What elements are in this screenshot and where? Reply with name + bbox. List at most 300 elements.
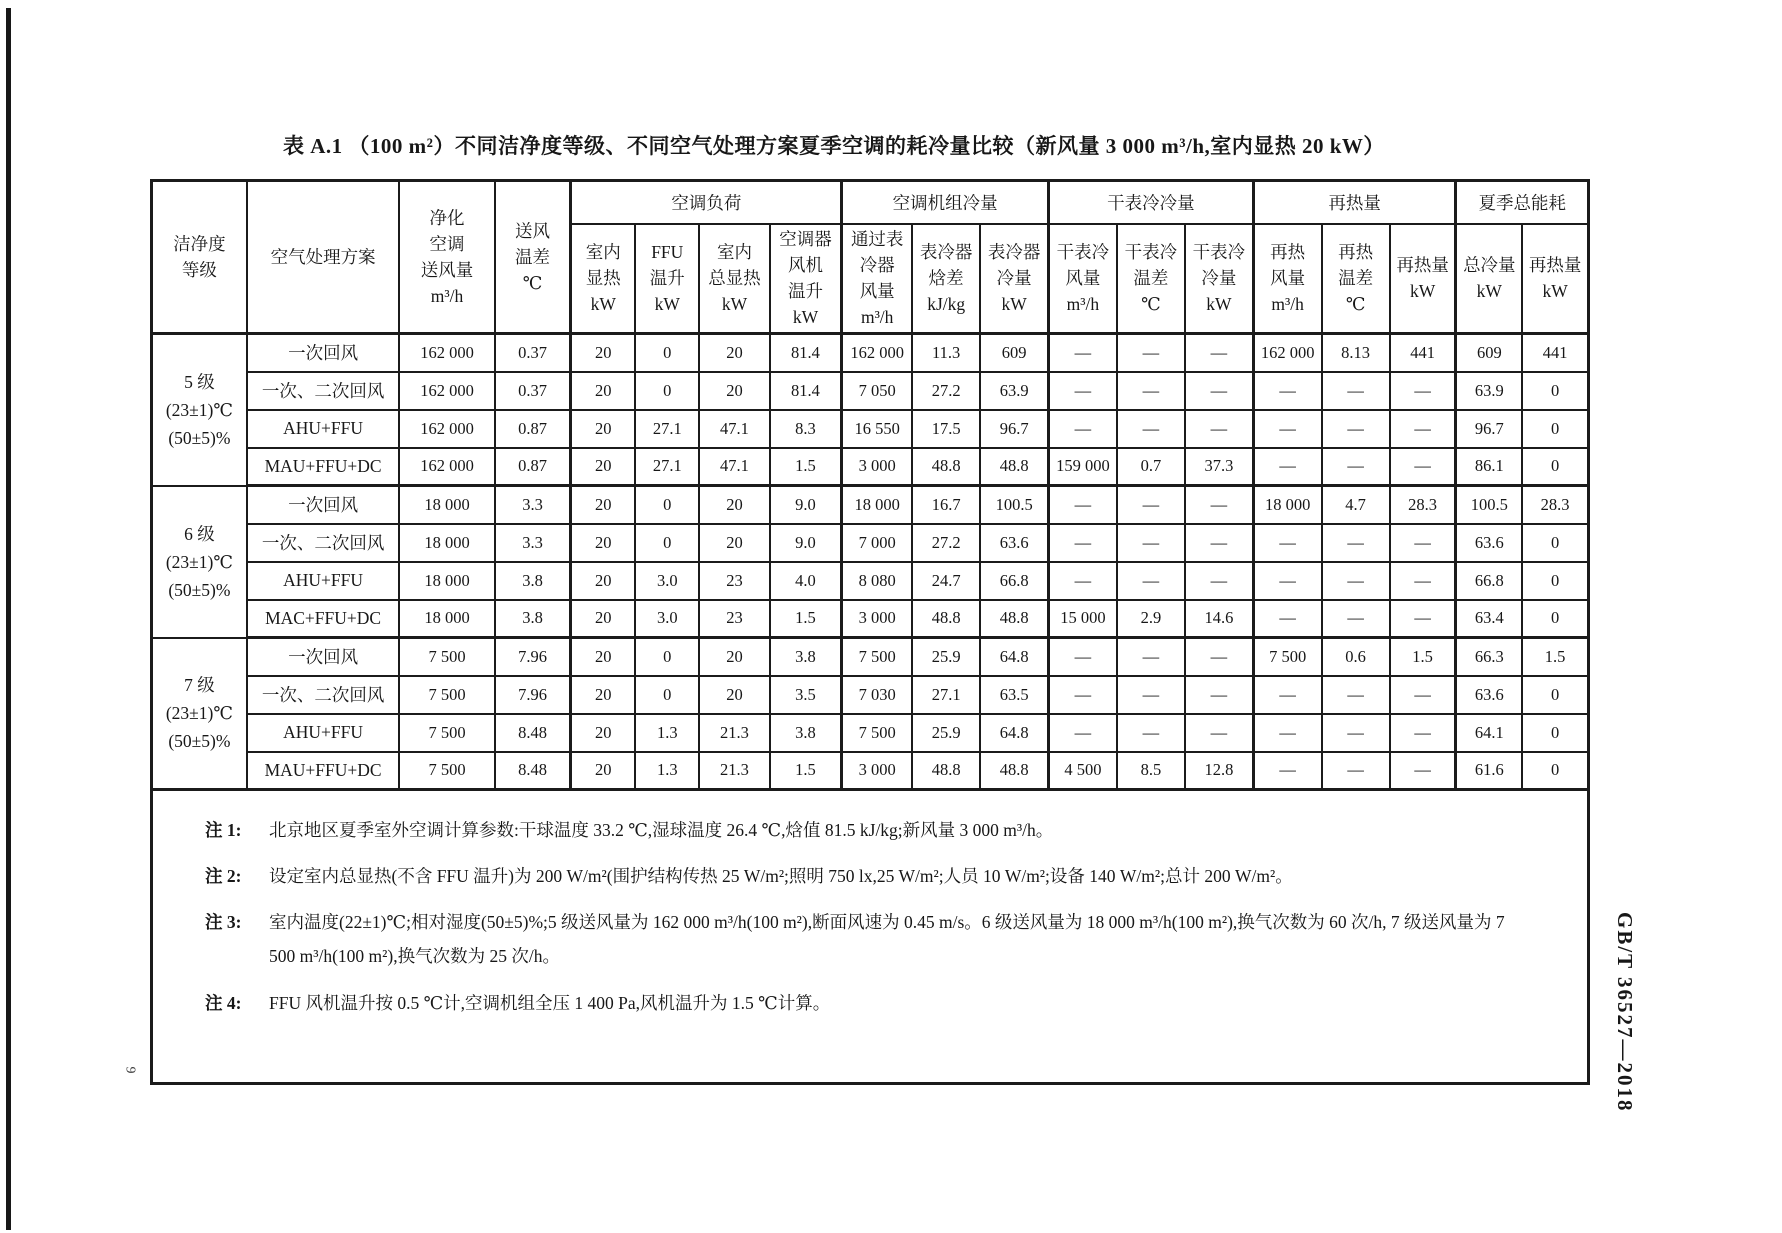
table-row <box>152 410 1589 448</box>
value-cell: — <box>1322 714 1390 752</box>
sub-header-cell <box>1117 224 1185 334</box>
header-line: 冷量 <box>1201 268 1237 289</box>
table-note <box>205 813 1571 847</box>
header-line: kW <box>721 294 748 315</box>
value-cell: — <box>1185 486 1253 524</box>
value-cell: 18 000 <box>1253 486 1321 524</box>
cleanliness-level-cell <box>152 486 247 638</box>
header-line: 通过表 <box>850 229 904 250</box>
header-line: 再热量 <box>1528 255 1582 276</box>
value-cell: 0 <box>1522 562 1588 600</box>
value-cell: 20 <box>571 524 635 562</box>
value-cell: — <box>1390 600 1456 638</box>
value-cell: 48.8 <box>980 448 1048 486</box>
value-cell: — <box>1253 714 1321 752</box>
table-row <box>152 600 1589 638</box>
value-cell: 609 <box>1456 334 1522 372</box>
value-cell: 18 000 <box>399 562 494 600</box>
value-cell: — <box>1049 524 1117 562</box>
value-cell: 3.8 <box>770 714 842 752</box>
value-cell: 15 000 <box>1049 600 1117 638</box>
value-cell: 61.6 <box>1456 752 1522 790</box>
header-line: 表冷器 <box>919 242 973 263</box>
header-line: 空调器 <box>779 229 832 250</box>
header-line: kW <box>1001 294 1027 315</box>
value-cell: 18 000 <box>399 524 494 562</box>
value-cell: 162 000 <box>842 334 912 372</box>
value-cell: 0 <box>1522 752 1588 790</box>
value-cell: 63.4 <box>1456 600 1522 638</box>
table-row <box>152 524 1589 562</box>
header-group-summer-total: 夏季总能耗 <box>1456 181 1589 224</box>
scheme-cell: AHU+FFU <box>247 714 400 752</box>
value-cell: 3.8 <box>495 600 571 638</box>
value-cell: 162 000 <box>1253 334 1321 372</box>
sub-header-cell <box>699 224 769 334</box>
header-supply-temp-diff <box>495 181 571 334</box>
value-cell: 64.8 <box>980 714 1048 752</box>
value-cell: 20 <box>699 638 769 676</box>
scan-edge-artifact <box>6 8 11 1230</box>
value-cell: 1.3 <box>635 752 699 790</box>
value-cell: 1.5 <box>770 600 842 638</box>
scheme-cell: 一次回风 <box>247 486 400 524</box>
value-cell: — <box>1390 562 1456 600</box>
table-row <box>152 448 1589 486</box>
level-line: (50±5)% <box>168 731 231 752</box>
value-cell: 3.3 <box>495 524 571 562</box>
header-line: 温差 <box>1133 268 1169 289</box>
header-line: 温差 <box>1338 268 1374 289</box>
value-cell: 18 000 <box>842 486 912 524</box>
value-cell: — <box>1253 410 1321 448</box>
header-line: m³/h <box>1066 294 1100 315</box>
value-cell: — <box>1185 372 1253 410</box>
value-cell: — <box>1390 676 1456 714</box>
header-line: 总显热 <box>708 268 761 289</box>
value-cell: 11.3 <box>912 334 980 372</box>
value-cell: 20 <box>699 372 769 410</box>
value-cell: 7 500 <box>399 638 494 676</box>
value-cell: — <box>1117 410 1185 448</box>
scheme-cell: 一次回风 <box>247 638 400 676</box>
value-cell: 609 <box>980 334 1048 372</box>
value-cell: — <box>1185 676 1253 714</box>
header-line: 冷量 <box>996 268 1032 289</box>
value-cell: 162 000 <box>399 448 494 486</box>
value-cell: 0 <box>1522 410 1588 448</box>
scheme-cell: AHU+FFU <box>247 410 400 448</box>
value-cell: 64.8 <box>980 638 1048 676</box>
value-cell: 20 <box>571 562 635 600</box>
value-cell: 8.5 <box>1117 752 1185 790</box>
value-cell: — <box>1253 600 1321 638</box>
value-cell: 3.0 <box>635 600 699 638</box>
value-cell: — <box>1049 410 1117 448</box>
scheme-cell: MAU+FFU+DC <box>247 448 400 486</box>
value-cell: 7 500 <box>1253 638 1321 676</box>
value-cell: 48.8 <box>980 752 1048 790</box>
value-cell: — <box>1253 448 1321 486</box>
value-cell: 1.5 <box>770 752 842 790</box>
value-cell: 7 500 <box>399 676 494 714</box>
value-cell: — <box>1049 714 1117 752</box>
value-cell: 0.7 <box>1117 448 1185 486</box>
value-cell: 20 <box>571 714 635 752</box>
scheme-cell: 一次、二次回风 <box>247 524 400 562</box>
value-cell: 0 <box>1522 600 1588 638</box>
value-cell: — <box>1185 334 1253 372</box>
header-line: kW <box>654 294 680 315</box>
value-cell: 0.37 <box>495 334 571 372</box>
value-cell: 0 <box>1522 372 1588 410</box>
table-row <box>152 638 1589 676</box>
note-text: 设定室内总显热(不含 FFU 温升)为 200 W/m²(围护结构传热 25 W/m²;照明 750 lx,25 W/m²;人员 10 W/m²;设备 140 W/m²;总计 200 W/m²。 <box>269 866 1293 887</box>
value-cell: 0 <box>635 524 699 562</box>
sub-header-cell <box>571 224 635 334</box>
table-row <box>152 562 1589 600</box>
value-cell: 7 050 <box>842 372 912 410</box>
table-row <box>152 714 1589 752</box>
value-cell: 4.0 <box>770 562 842 600</box>
value-cell: 20 <box>571 410 635 448</box>
value-cell: 100.5 <box>1456 486 1522 524</box>
value-cell: 0 <box>1522 524 1588 562</box>
value-cell: 28.3 <box>1522 486 1588 524</box>
value-cell: — <box>1322 410 1390 448</box>
value-cell: 16 550 <box>842 410 912 448</box>
value-cell: 48.8 <box>912 752 980 790</box>
value-cell: — <box>1185 562 1253 600</box>
value-cell: 0.87 <box>495 410 571 448</box>
value-cell: — <box>1049 334 1117 372</box>
header-line: ℃ <box>1345 294 1366 315</box>
notes-area <box>152 790 1589 1084</box>
header-line: 室内 <box>716 242 752 263</box>
value-cell: — <box>1322 562 1390 600</box>
value-cell: 1.5 <box>1522 638 1588 676</box>
value-cell: 63.6 <box>980 524 1048 562</box>
value-cell: 25.9 <box>912 714 980 752</box>
value-cell: 17.5 <box>912 410 980 448</box>
level-line: (23±1)℃ <box>165 703 233 724</box>
value-cell: 20 <box>571 448 635 486</box>
value-cell: 24.7 <box>912 562 980 600</box>
value-cell: — <box>1185 524 1253 562</box>
value-cell: — <box>1185 714 1253 752</box>
value-cell: 9.0 <box>770 524 842 562</box>
value-cell: — <box>1117 676 1185 714</box>
value-cell: 20 <box>699 524 769 562</box>
value-cell: 8.3 <box>770 410 842 448</box>
value-cell: 3 000 <box>842 752 912 790</box>
value-cell: — <box>1253 372 1321 410</box>
value-cell: 20 <box>571 372 635 410</box>
value-cell: 63.5 <box>980 676 1048 714</box>
value-cell: 48.8 <box>980 600 1048 638</box>
value-cell: 20 <box>571 486 635 524</box>
value-cell: 0.6 <box>1322 638 1390 676</box>
value-cell: 162 000 <box>399 334 494 372</box>
value-cell: — <box>1049 562 1117 600</box>
value-cell: 0.87 <box>495 448 571 486</box>
value-cell: 7.96 <box>495 676 571 714</box>
value-cell: — <box>1253 524 1321 562</box>
value-cell: 100.5 <box>980 486 1048 524</box>
value-cell: 81.4 <box>770 334 842 372</box>
value-cell: 7 500 <box>842 638 912 676</box>
value-cell: 0.37 <box>495 372 571 410</box>
value-cell: — <box>1322 448 1390 486</box>
sub-header-cell <box>1390 224 1456 334</box>
value-cell: 8.13 <box>1322 334 1390 372</box>
sub-header-cell <box>842 224 912 334</box>
header-cleanliness-level <box>152 181 247 334</box>
sub-header-cell <box>770 224 842 334</box>
table-row <box>152 676 1589 714</box>
value-cell: 27.2 <box>912 524 980 562</box>
value-cell: 7 500 <box>399 714 494 752</box>
value-cell: — <box>1390 752 1456 790</box>
header-line: kW <box>590 294 616 315</box>
header-line: kW <box>1476 281 1502 302</box>
value-cell: 0 <box>635 334 699 372</box>
level-line: 5 级 <box>184 371 215 392</box>
note-label: 注 1: <box>205 820 242 840</box>
header-line: 再热 <box>1338 242 1374 263</box>
value-cell: 66.8 <box>980 562 1048 600</box>
header-air-scheme <box>247 181 400 334</box>
value-cell: 63.6 <box>1456 524 1522 562</box>
note-text: 室内温度(22±1)℃;相对湿度(50±5)%;5 级送风量为 162 000 m³/h(100 m²),断面风速为 0.45 m/s。6 级送风量为 18 000 m³/h(100 m²),换气次数为 60 次/h, 7 级送风量为 7 500 m³/h(100 m²),换气次数为 25 次/h。 <box>269 912 1505 967</box>
sub-header-cell <box>1522 224 1588 334</box>
value-cell: — <box>1253 676 1321 714</box>
value-cell: 1.5 <box>770 448 842 486</box>
value-cell: 20 <box>699 676 769 714</box>
level-line: (50±5)% <box>168 579 231 600</box>
value-cell: 20 <box>699 334 769 372</box>
value-cell: 162 000 <box>399 410 494 448</box>
header-line: 洁净度 <box>173 234 226 254</box>
header-group-unit-cooling: 空调机组冷量 <box>842 181 1049 224</box>
value-cell: 2.9 <box>1117 600 1185 638</box>
value-cell: 0 <box>635 486 699 524</box>
value-cell: 20 <box>699 486 769 524</box>
value-cell: — <box>1322 524 1390 562</box>
value-cell: 18 000 <box>399 600 494 638</box>
value-cell: — <box>1253 562 1321 600</box>
header-line: 风机 <box>787 255 823 276</box>
header-line: 空调 <box>429 234 465 254</box>
value-cell: 27.1 <box>912 676 980 714</box>
header-line: ℃ <box>522 273 543 293</box>
sub-header-cell <box>980 224 1048 334</box>
value-cell: 63.9 <box>1456 372 1522 410</box>
value-cell: — <box>1322 372 1390 410</box>
table-note <box>205 986 1571 1020</box>
cleanliness-level-cell <box>152 638 247 790</box>
value-cell: 48.8 <box>912 600 980 638</box>
header-group-reheat: 再热量 <box>1253 181 1456 224</box>
header-line: kJ/kg <box>927 294 966 315</box>
header-line: 风量 <box>859 281 895 302</box>
sub-header-cell <box>1322 224 1390 334</box>
header-line: FFU <box>651 242 684 263</box>
value-cell: 441 <box>1522 334 1588 372</box>
value-cell: 63.6 <box>1456 676 1522 714</box>
value-cell: 1.5 <box>1390 638 1456 676</box>
header-line: m³/h <box>1271 294 1304 315</box>
page-number: 9 <box>122 1066 138 1074</box>
value-cell: 3.0 <box>635 562 699 600</box>
value-cell: 3.5 <box>770 676 842 714</box>
note-text: 北京地区夏季室外空调计算参数:干球温度 33.2 ℃,湿球温度 26.4 ℃,焓值 81.5 kJ/kg;新风量 3 000 m³/h。 <box>269 820 1054 840</box>
header-line: 等级 <box>181 260 217 280</box>
value-cell: — <box>1049 372 1117 410</box>
header-line: 再热 <box>1270 242 1306 263</box>
value-cell: — <box>1049 638 1117 676</box>
sub-header-cell <box>1185 224 1253 334</box>
header-line: kW <box>1206 294 1232 315</box>
table-row <box>152 752 1589 790</box>
value-cell: — <box>1390 372 1456 410</box>
value-cell: 0 <box>635 638 699 676</box>
value-cell: 7 500 <box>842 714 912 752</box>
header-group-dry-coil-cooling: 干表冷冷量 <box>1049 181 1254 224</box>
value-cell: 7.96 <box>495 638 571 676</box>
header-supply-air-volume <box>399 181 494 334</box>
header-group-ac-load: 空调负荷 <box>571 181 842 224</box>
value-cell: 8.48 <box>495 752 571 790</box>
table-title: 表 A.1 （100 m²）不同洁净度等级、不同空气处理方案夏季空调的耗冷量比较（新风量 3 000 m³/h,室内显热 20 kW） <box>283 134 1385 158</box>
header-line: kW <box>1542 281 1568 302</box>
level-line: (23±1)℃ <box>165 399 233 420</box>
value-cell: — <box>1117 524 1185 562</box>
scheme-cell: 一次、二次回风 <box>247 676 400 714</box>
value-cell: 21.3 <box>699 752 769 790</box>
header-line: ℃ <box>1141 294 1161 315</box>
value-cell: 47.1 <box>699 448 769 486</box>
value-cell: 66.3 <box>1456 638 1522 676</box>
value-cell: 81.4 <box>770 372 842 410</box>
value-cell: — <box>1390 448 1456 486</box>
header-line: 干表冷 <box>1056 242 1110 263</box>
value-cell: — <box>1049 486 1117 524</box>
value-cell: 23 <box>699 562 769 600</box>
value-cell: 28.3 <box>1390 486 1456 524</box>
value-cell: 8.48 <box>495 714 571 752</box>
note-label: 注 2: <box>205 866 242 887</box>
value-cell: 441 <box>1390 334 1456 372</box>
header-line: 显热 <box>585 268 621 289</box>
table-row <box>152 372 1589 410</box>
sub-header-cell <box>1049 224 1117 334</box>
value-cell: 20 <box>571 676 635 714</box>
value-cell: — <box>1322 676 1390 714</box>
value-cell: 7 000 <box>842 524 912 562</box>
value-cell: 86.1 <box>1456 448 1522 486</box>
header-line: 风量 <box>1065 268 1101 289</box>
header-line: kW <box>792 307 819 328</box>
header-line: 温升 <box>787 281 823 302</box>
header-line: m³/h <box>860 307 894 328</box>
table-note <box>205 905 1571 973</box>
level-line: 6 级 <box>184 523 215 544</box>
value-cell: — <box>1117 562 1185 600</box>
value-cell: 4.7 <box>1322 486 1390 524</box>
header-line: 净化 <box>429 208 465 228</box>
value-cell: — <box>1390 714 1456 752</box>
value-cell: 14.6 <box>1185 600 1253 638</box>
value-cell: 3.3 <box>495 486 571 524</box>
cleanliness-level-cell <box>152 334 247 486</box>
value-cell: 25.9 <box>912 638 980 676</box>
value-cell: 3.8 <box>495 562 571 600</box>
value-cell: 20 <box>571 638 635 676</box>
sub-header-cell <box>635 224 699 334</box>
level-line: (50±5)% <box>168 427 231 448</box>
value-cell: 3 000 <box>842 448 912 486</box>
level-line: (23±1)℃ <box>165 551 233 572</box>
value-cell: 20 <box>571 600 635 638</box>
note-label: 注 3: <box>205 912 242 933</box>
value-cell: — <box>1117 638 1185 676</box>
value-cell: 0 <box>1522 676 1588 714</box>
scheme-cell: AHU+FFU <box>247 562 400 600</box>
header-line: 温升 <box>649 268 685 289</box>
value-cell: 0 <box>1522 714 1588 752</box>
scheme-cell: MAC+FFU+DC <box>247 600 400 638</box>
table-row <box>152 334 1589 372</box>
value-cell: — <box>1390 524 1456 562</box>
value-cell: — <box>1117 486 1185 524</box>
standard-number-sidebar: GB/T 36527—2018 <box>1613 912 1637 1113</box>
sub-header-cell <box>912 224 980 334</box>
header-line: 空气处理方案 <box>270 247 376 267</box>
header-line: 干表冷 <box>1124 242 1178 263</box>
scheme-cell: 一次、二次回风 <box>247 372 400 410</box>
level-line: 7 级 <box>184 675 215 696</box>
value-cell: 4 500 <box>1049 752 1117 790</box>
note-text: FFU 风机温升按 0.5 ℃计,空调机组全压 1 400 Pa,风机温升为 1.5 ℃计算。 <box>269 992 831 1013</box>
value-cell: 8 080 <box>842 562 912 600</box>
value-cell: 16.7 <box>912 486 980 524</box>
value-cell: — <box>1117 334 1185 372</box>
value-cell: 159 000 <box>1049 448 1117 486</box>
header-line: m³/h <box>430 286 464 306</box>
value-cell: 1.3 <box>635 714 699 752</box>
header-line: kW <box>1409 281 1436 302</box>
value-cell: 64.1 <box>1456 714 1522 752</box>
value-cell: 20 <box>571 752 635 790</box>
sub-header-cell <box>1253 224 1321 334</box>
sub-header-cell <box>1456 224 1522 334</box>
value-cell: 7 030 <box>842 676 912 714</box>
header-line: 送风量 <box>420 260 474 280</box>
value-cell: 48.8 <box>912 448 980 486</box>
header-line: 再热量 <box>1396 255 1449 276</box>
scheme-cell: MAU+FFU+DC <box>247 752 400 790</box>
value-cell: — <box>1049 676 1117 714</box>
value-cell: — <box>1322 600 1390 638</box>
value-cell: — <box>1185 410 1253 448</box>
value-cell: 3.8 <box>770 638 842 676</box>
value-cell: — <box>1117 372 1185 410</box>
value-cell: 0 <box>1522 448 1588 486</box>
value-cell: 7 500 <box>399 752 494 790</box>
header-line: 干表冷 <box>1192 242 1246 263</box>
table-note <box>205 859 1571 893</box>
